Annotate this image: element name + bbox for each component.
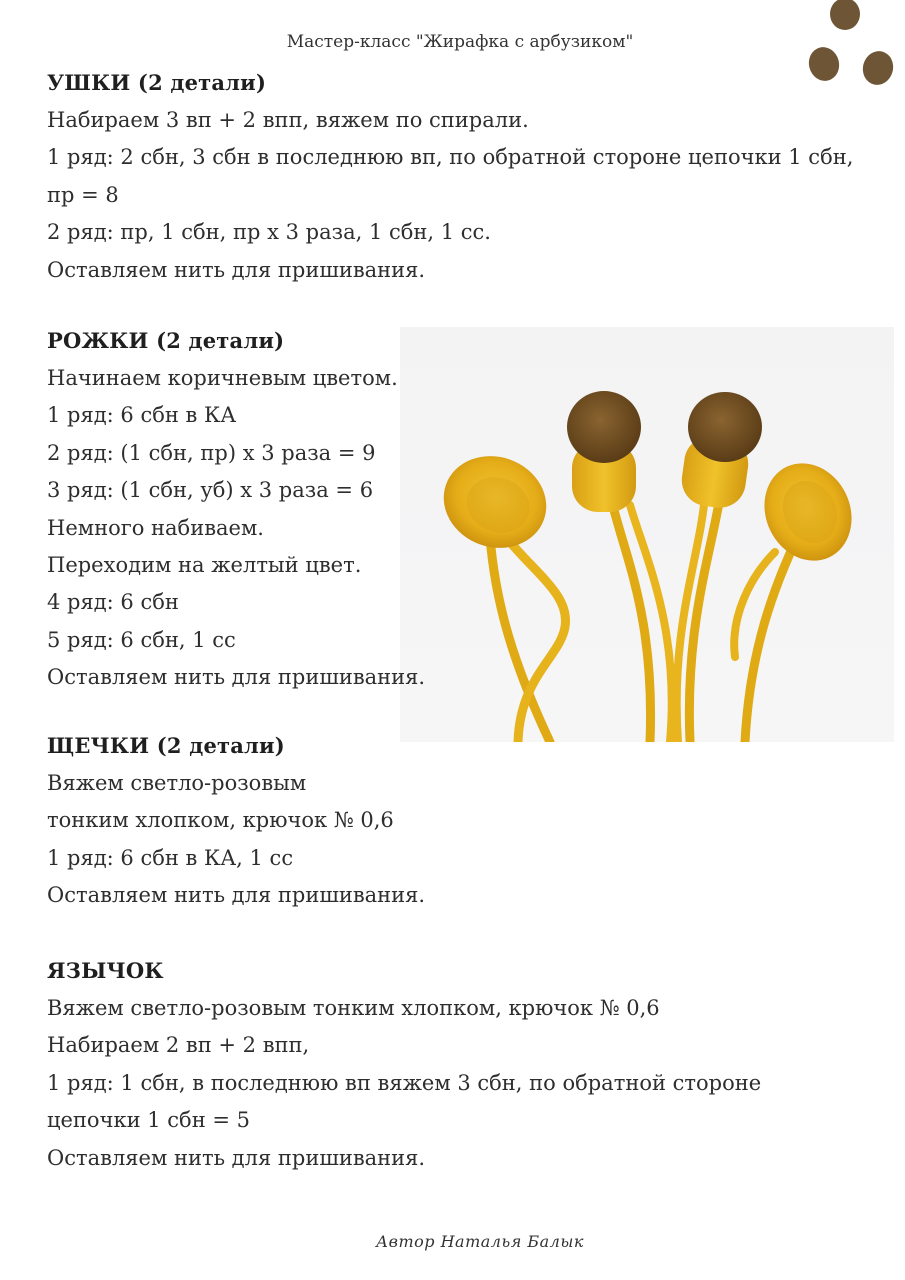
ears-horns-illustration [400, 327, 894, 742]
section-heading: РОЖКИ (2 детали) [47, 328, 285, 353]
author-signature: Автор Наталья Балык [376, 1232, 584, 1251]
instruction-line: цепочки 1 сбн = 5 [47, 1108, 250, 1133]
crochet-photo [400, 327, 894, 742]
section-cheeks [47, 727, 425, 915]
instruction-line: 2 ряд: (1 сбн, пр) х 3 раза = 9 [47, 440, 376, 465]
instruction-line: Вяжем светло-розовым тонким хлопком, крючок № 0,6 [47, 996, 660, 1020]
section-horns [47, 322, 425, 697]
instruction-line: пр = 8 [47, 182, 119, 207]
instruction-line: 1 ряд: 2 сбн, 3 сбн в последнюю вп, по обратной стороне цепочки 1 сбн, [47, 145, 854, 170]
instruction-line: Начинаем коричневым цветом. [47, 366, 398, 390]
instruction-line: Оставляем нить для пришивания. [47, 257, 426, 282]
instruction-line: 4 ряд: 6 сбн [47, 590, 179, 615]
instruction-line: 5 ряд: 6 сбн, 1 сс [47, 627, 236, 652]
instruction-line: тонким хлопком, крючок № 0,6 [47, 808, 394, 833]
section-heading: УШКИ (2 детали) [47, 70, 267, 95]
instruction-line: 1 ряд: 6 сбн в КА [47, 403, 237, 428]
instruction-line: 1 ряд: 1 сбн, в последнюю вп вяжем 3 сбн, по обратной стороне [47, 1070, 762, 1095]
section-heading: ЩЕЧКИ (2 детали) [47, 733, 285, 758]
instruction-line: Оставляем нить для пришивания. [47, 665, 426, 690]
instruction-line: Переходим на желтый цвет. [47, 553, 362, 578]
instruction-line: 2 ряд: пр, 1 сбн, пр х 3 раза, 1 сбн, 1 сс. [47, 220, 491, 245]
page-header-title: Мастер-класс "Жирафка с арбузиком" [286, 32, 634, 52]
section-tongue [47, 952, 761, 1177]
instruction-line: 3 ряд: (1 сбн, уб) х 3 раза = 6 [47, 478, 374, 503]
instruction-line: Набираем 2 вп + 2 впп, [47, 1033, 310, 1058]
section-ears [47, 64, 853, 289]
instruction-line: Вяжем светло-розовым [47, 771, 307, 795]
section-heading: ЯЗЫЧОК [47, 958, 164, 983]
instruction-line: Набираем 3 вп + 2 впп, вяжем по спирали. [47, 108, 529, 132]
instruction-line: Оставляем нить для пришивания. [47, 883, 426, 908]
instruction-line: Оставляем нить для пришивания. [47, 1145, 426, 1170]
instruction-line: 1 ряд: 6 сбн в КА, 1 сс [47, 845, 294, 870]
instruction-line: Немного набиваем. [47, 515, 264, 540]
